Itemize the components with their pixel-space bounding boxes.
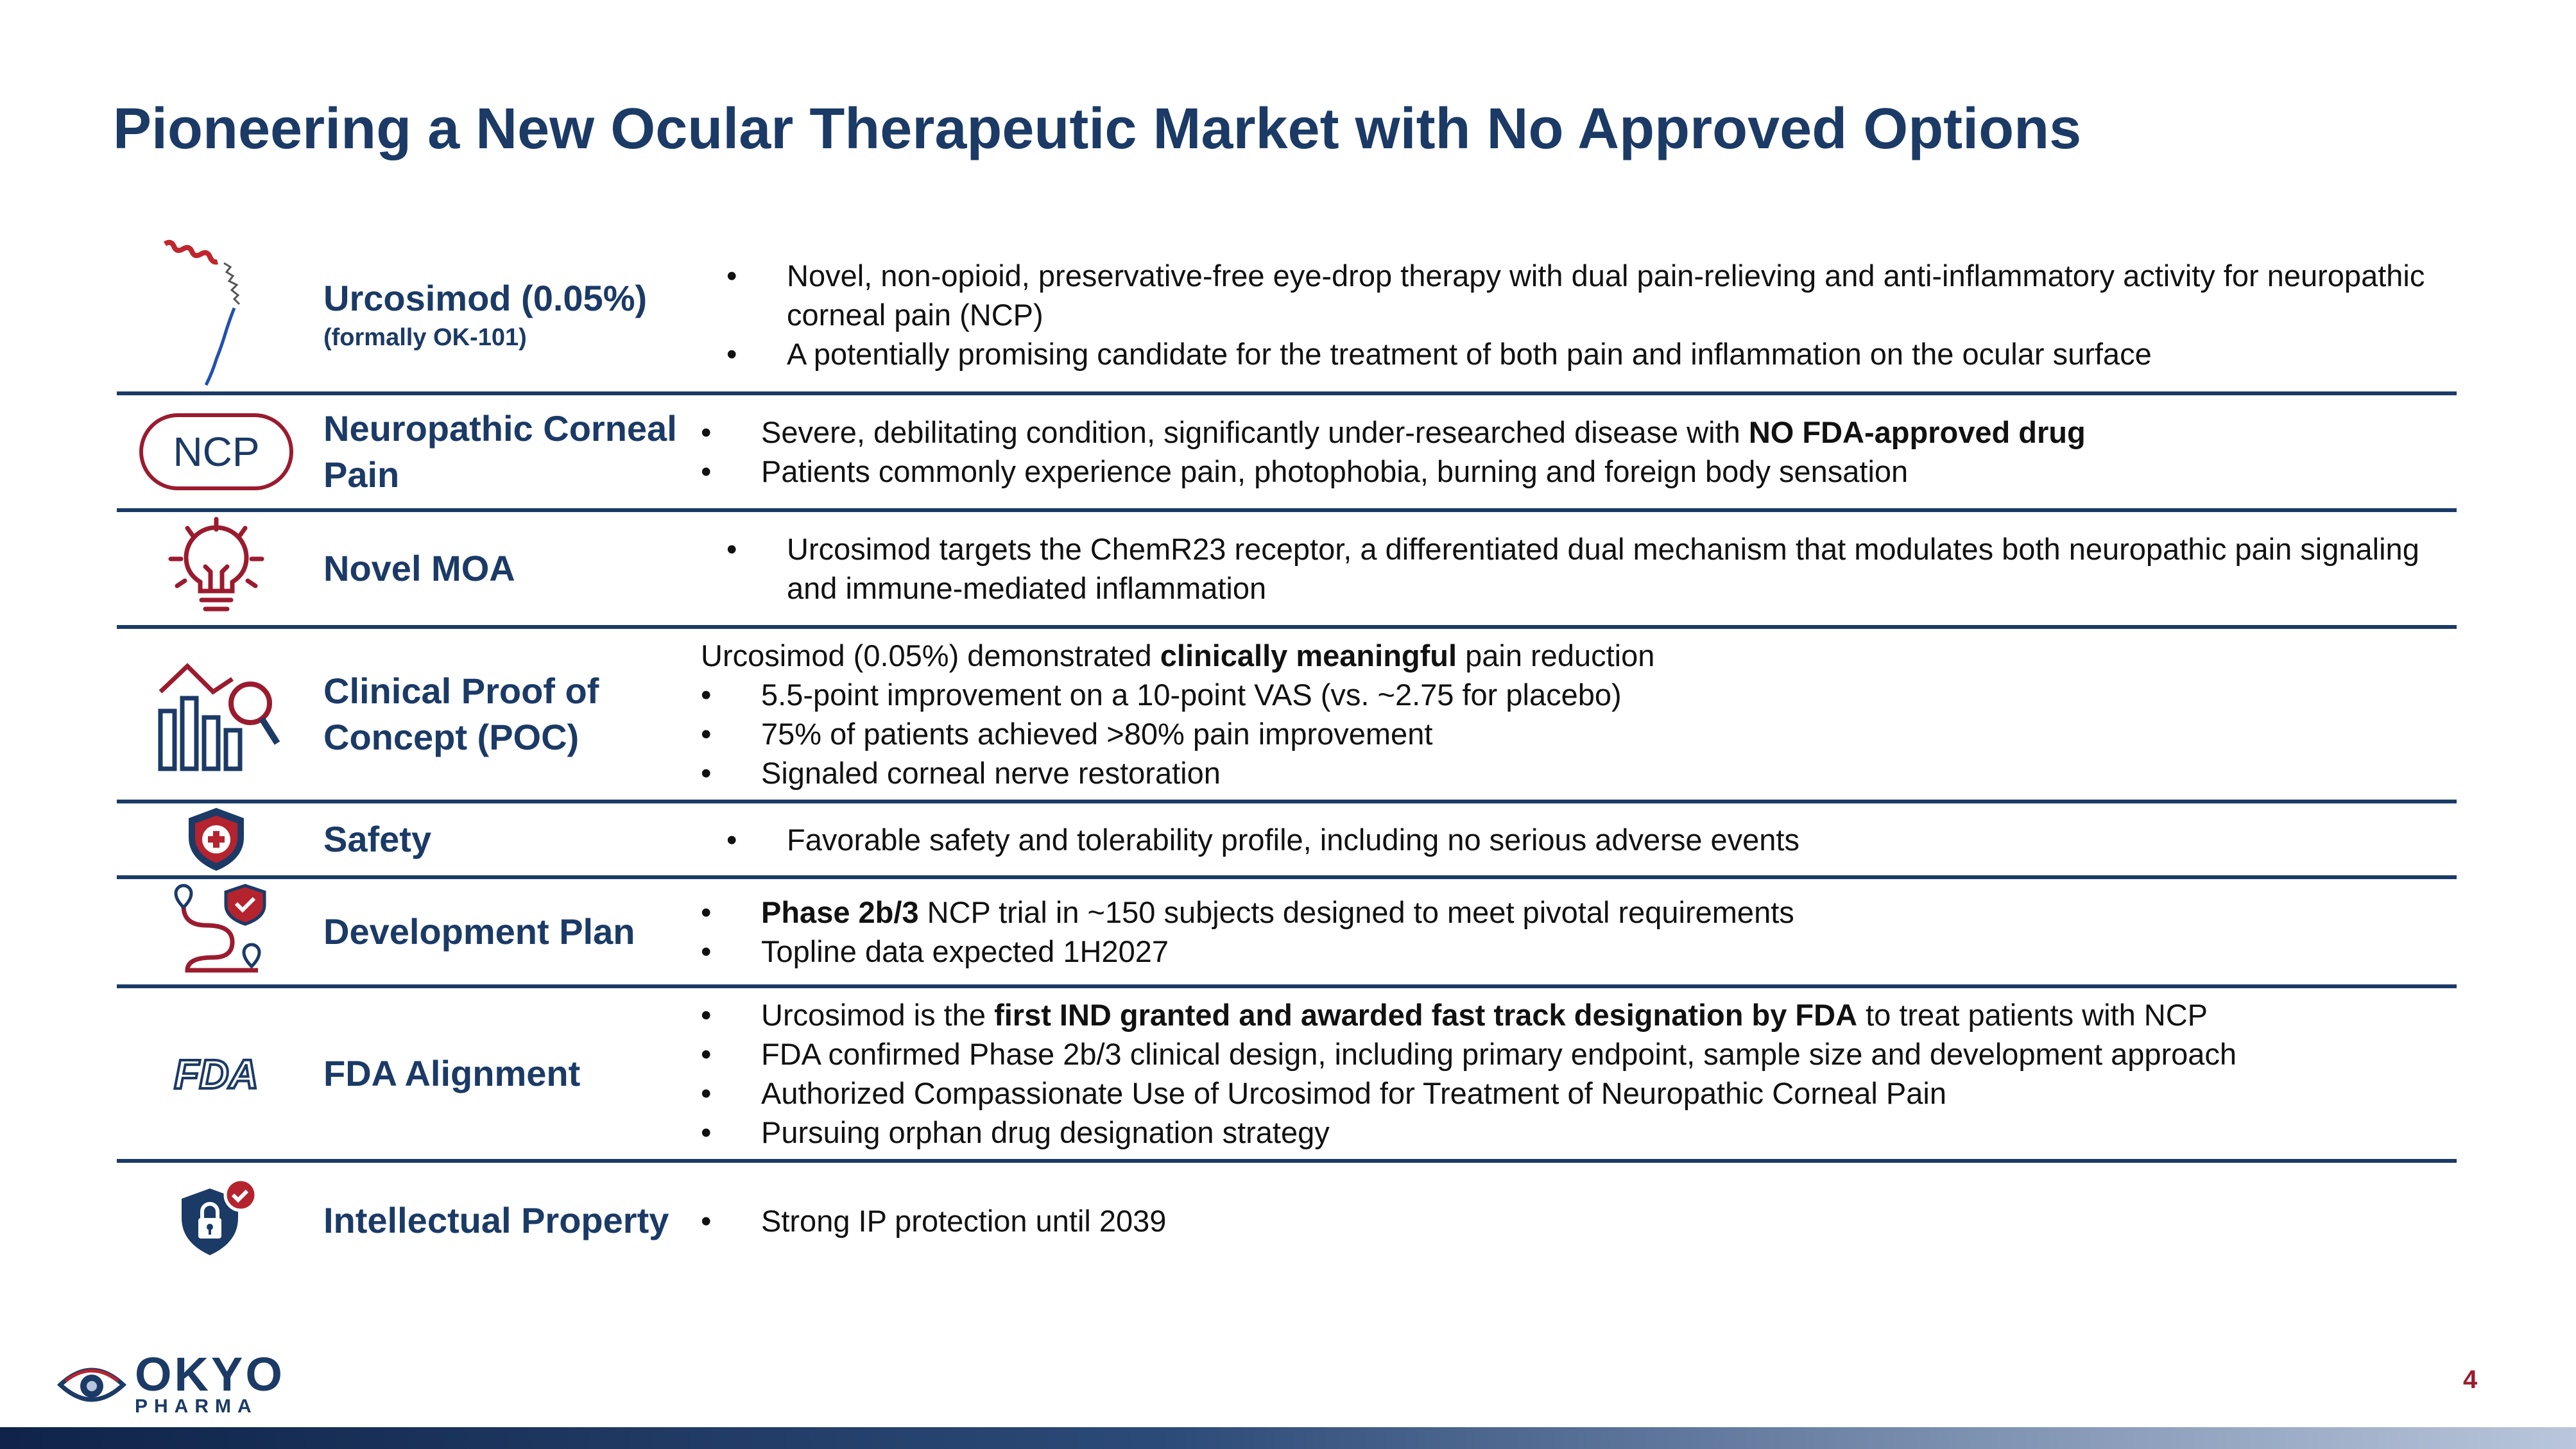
row-content bbox=[701, 413, 2457, 491]
row-intellectual-property bbox=[117, 1163, 2457, 1278]
row-content bbox=[726, 529, 2457, 608]
bullet-item: • 5.5-point improvement on a 10-point VAS (vs. ~2.75 for placebo) bbox=[701, 675, 2457, 714]
row-label: FDA Alignment bbox=[323, 1053, 581, 1093]
row-label: Development Plan bbox=[323, 911, 635, 952]
row-label: Novel MOA bbox=[323, 548, 515, 588]
row-ncp bbox=[117, 395, 2457, 512]
chart-magnifier-icon bbox=[117, 647, 316, 782]
company-logo bbox=[56, 1348, 285, 1417]
row-content bbox=[701, 995, 2457, 1152]
row-label-text: Urcosimod (0.05%) bbox=[323, 278, 648, 318]
row-content bbox=[726, 256, 2457, 373]
bullet-item: • Pursuing orphan drug designation strategy bbox=[701, 1113, 2457, 1152]
overview-table bbox=[117, 237, 2457, 1278]
page-number: 4 bbox=[2463, 1366, 2478, 1394]
fda-logo-icon bbox=[117, 1051, 316, 1096]
row-sublabel: (formally OK-101) bbox=[323, 324, 527, 351]
row-novel-moa bbox=[117, 512, 2457, 629]
row-content bbox=[701, 1201, 2457, 1240]
bullet-item: • Urcosimod is the first IND granted and awarded fast track designation by FDA to treat patients with NCP bbox=[701, 995, 2457, 1034]
eye-logo-icon bbox=[56, 1359, 127, 1410]
bullet-item: • Phase 2b/3 NCP trial in ~150 subjects designed to meet pivotal requirements bbox=[701, 893, 2457, 932]
row-label: Clinical Proof of Concept (POC) bbox=[323, 671, 599, 757]
bullet-item: • Severe, debilitating condition, significantly under-researched disease with NO FDA-approved drug bbox=[701, 413, 2457, 452]
row-label bbox=[316, 275, 726, 354]
logo-line1: OKYO bbox=[135, 1348, 285, 1401]
row-label: Intellectual Property bbox=[323, 1200, 669, 1240]
logo-line2: PHARMA bbox=[135, 1396, 258, 1417]
row-content bbox=[701, 636, 2457, 793]
molecule-icon bbox=[117, 237, 316, 391]
bullet-item: • 75% of patients achieved >80% pain improvement bbox=[701, 714, 2457, 753]
row-development-plan bbox=[117, 879, 2457, 988]
slide-title: Pioneering a New Ocular Therapeutic Market with No Approved Options bbox=[113, 97, 2082, 161]
row-content bbox=[726, 820, 2457, 859]
route-pin-icon bbox=[117, 880, 316, 983]
lead-text: Urcosimod (0.05%) demonstrated clinically meaningful pain reduction bbox=[701, 639, 1655, 673]
bullet-item: • A potentially promising candidate for the treatment of both pain and inflammation on the ocular surface bbox=[726, 334, 2457, 373]
bullet-item: • Favorable safety and tolerability profile, including no serious adverse events bbox=[726, 820, 2457, 859]
lock-shield-icon bbox=[117, 1176, 316, 1265]
bullet-item: • Strong IP protection until 2039 bbox=[701, 1201, 2457, 1240]
row-safety bbox=[117, 803, 2457, 879]
lightbulb-icon bbox=[117, 514, 316, 623]
row-clinical-poc bbox=[117, 629, 2457, 803]
bullet-item: • Urcosimod targets the ChemR23 receptor, a differentiated dual mechanism that modulates both neuropathic pain signaling and immune-mediated inflammation bbox=[726, 529, 2457, 608]
row-urcosimod bbox=[117, 237, 2457, 395]
bullet-item: • Signaled corneal nerve restoration bbox=[701, 753, 2457, 793]
row-label: Neuropathic Corneal Pain bbox=[323, 408, 677, 495]
bullet-item: • Novel, non-opioid, preservative-free eye-drop therapy with dual pain-relieving and anti-inflammatory activity for neuropathic corneal pain (NCP) bbox=[726, 256, 2457, 334]
ncp-badge-icon: NCP bbox=[139, 413, 293, 490]
shield-cross-icon bbox=[117, 804, 316, 875]
bullet-item: • Patients commonly experience pain, photophobia, burning and foreign body sensation bbox=[701, 452, 2457, 491]
bottom-gradient-bar bbox=[0, 1427, 2576, 1449]
bullet-item: • Topline data expected 1H2027 bbox=[701, 932, 2457, 971]
svg-text:FDA: FDA bbox=[174, 1051, 259, 1096]
bullet-item: • Authorized Compassionate Use of Urcosimod for Treatment of Neuropathic Corneal Pain bbox=[701, 1074, 2457, 1113]
row-label: Safety bbox=[323, 819, 432, 859]
row-fda-alignment bbox=[117, 988, 2457, 1163]
bullet-item: • FDA confirmed Phase 2b/3 clinical design, including primary endpoint, sample size and development approach bbox=[701, 1034, 2457, 1074]
row-content bbox=[701, 893, 2457, 971]
